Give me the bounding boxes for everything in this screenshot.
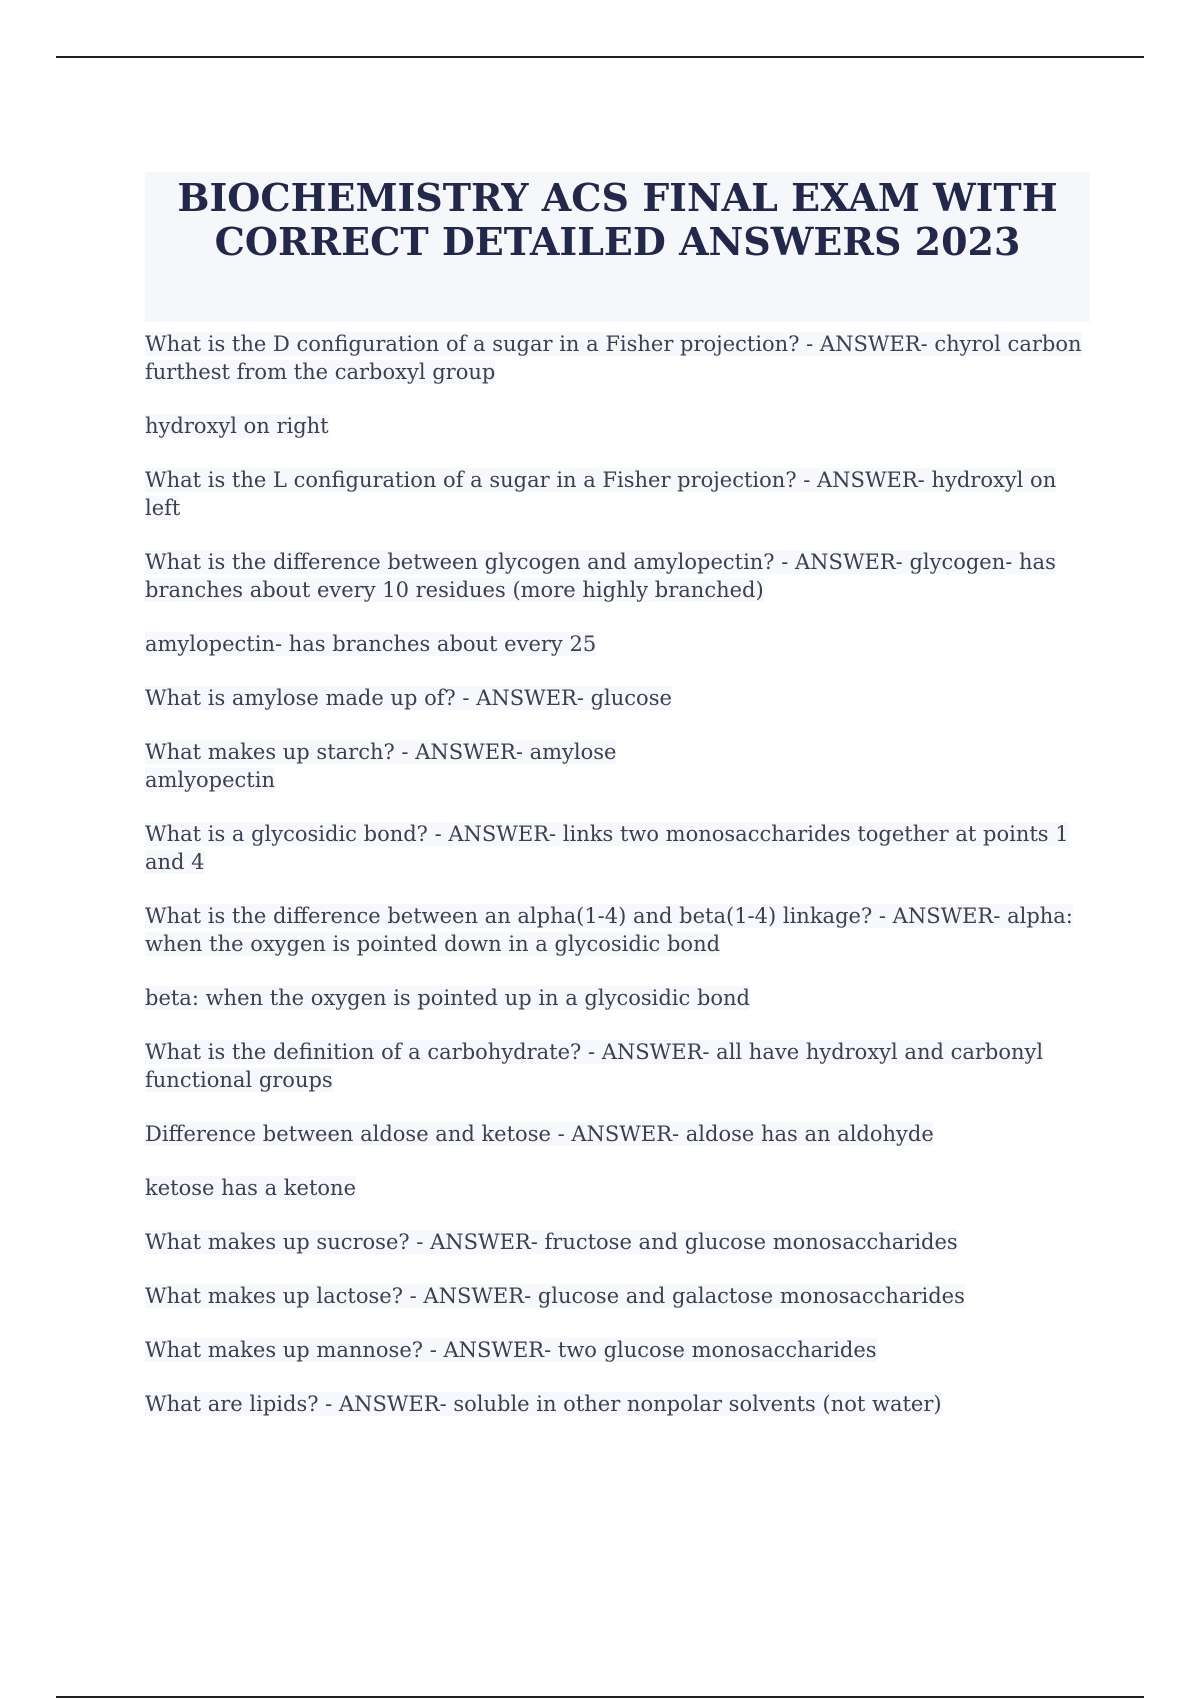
paragraph: What makes up lactose? - ANSWER- glucose and galactose monosaccharides (145, 1284, 965, 1308)
paragraph: What is amylose made up of? - ANSWER- glucose (145, 686, 672, 710)
paragraph: What makes up starch? - ANSWER- amylose amlyopectin (145, 740, 617, 792)
paragraph: Difference between aldose and ketose - ANSWER- aldose has an aldohyde (145, 1122, 934, 1146)
paragraph: What is the definition of a carbohydrate? - ANSWER- all have hydroxyl and carbonyl functional groups (145, 1040, 1044, 1092)
qa-list (145, 330, 1090, 1418)
top-rule (56, 56, 1144, 58)
paragraph: What is the L configuration of a sugar in a Fisher projection? - ANSWER- hydroxyl on left (145, 468, 1057, 520)
paragraph: ketose has a ketone (145, 1176, 356, 1200)
title-line-1: BIOCHEMISTRY ACS FINAL EXAM WITH (177, 175, 1058, 220)
title-line-2: CORRECT DETAILED ANSWERS 2023 (214, 219, 1021, 264)
document-title (145, 172, 1090, 264)
paragraph: What is the difference between an alpha(1-4) and beta(1-4) linkage? - ANSWER- alpha: when the oxygen is pointed down in a glycosidic bond (145, 904, 1073, 956)
paragraph: What is the difference between glycogen and amylopectin? - ANSWER- glycogen- has branches about every 10 residues (more highly branched) (145, 550, 1056, 602)
paragraph: amylopectin- has branches about every 25 (145, 632, 597, 656)
paragraph: What makes up mannose? - ANSWER- two glucose monosaccharides (145, 1338, 877, 1362)
paragraph: What are lipids? - ANSWER- soluble in other nonpolar solvents (not water) (145, 1392, 942, 1416)
paragraph: beta: when the oxygen is pointed up in a glycosidic bond (145, 986, 751, 1010)
paragraph: What makes up sucrose? - ANSWER- fructose and glucose monosaccharides (145, 1230, 958, 1254)
paragraph: What is a glycosidic bond? - ANSWER- links two monosaccharides together at points 1 and 4 (145, 822, 1069, 874)
bottom-rule (56, 1696, 1144, 1698)
paragraph: hydroxyl on right (145, 414, 329, 438)
page-content (145, 172, 1090, 1418)
title-block (145, 172, 1090, 322)
paragraph: What is the D configuration of a sugar in a Fisher projection? - ANSWER- chyrol carbon furthest from the carboxyl group (145, 332, 1082, 384)
